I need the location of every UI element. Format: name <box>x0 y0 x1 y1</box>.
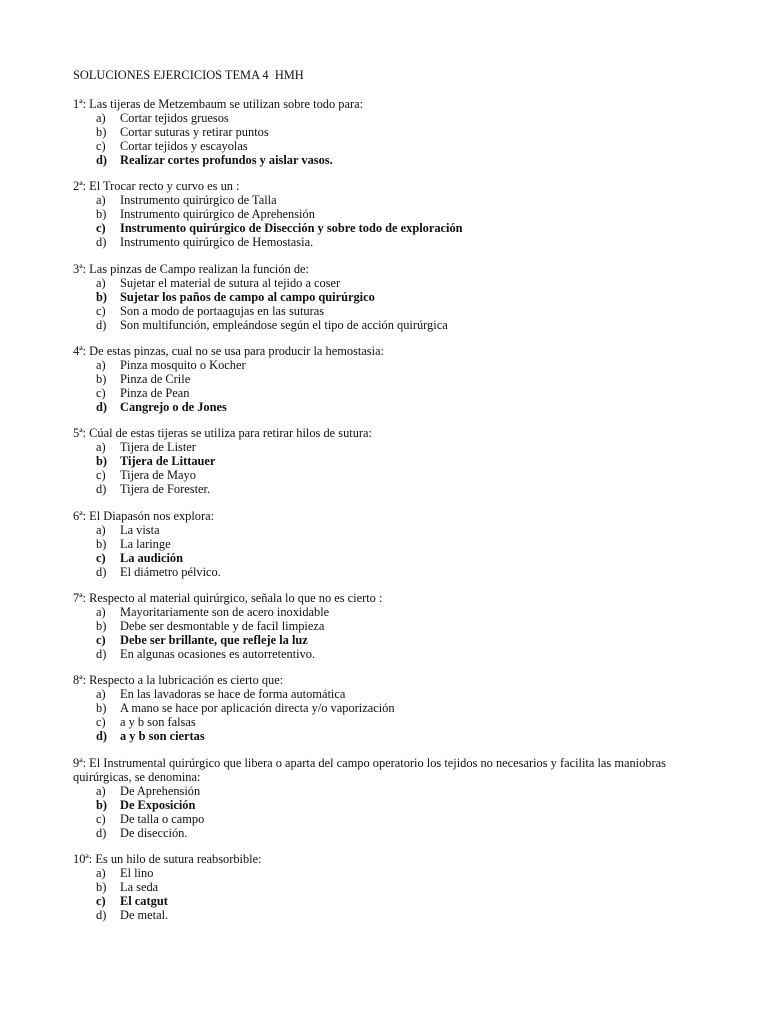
option-text: Cortar suturas y retirar puntos <box>120 125 269 139</box>
option-letter: a) <box>96 523 106 537</box>
question-text: 8ª: Respecto a la lubricación es cierto que: <box>73 673 284 687</box>
question-text: 5ª: Cúal de estas tijeras se utiliza para retirar hilos de sutura: <box>73 426 372 440</box>
option-letter: a) <box>96 866 106 880</box>
answer-option <box>73 111 703 125</box>
answer-option <box>73 523 703 537</box>
question-text: 2ª: El Trocar recto y curvo es un : <box>73 179 240 193</box>
option-letter: d) <box>96 235 107 249</box>
option-letter: d) <box>96 565 107 579</box>
correct-answer-option <box>73 290 703 304</box>
option-letter: a) <box>96 784 106 798</box>
option-letter: a) <box>96 276 106 290</box>
answer-option <box>73 468 703 482</box>
question-text: 1ª: Las tijeras de Metzembaum se utilizan sobre todo para: <box>73 97 364 111</box>
option-letter: a) <box>96 605 106 619</box>
answer-option <box>73 908 703 922</box>
answer-option <box>73 440 703 454</box>
correct-answer-option <box>73 729 703 743</box>
option-letter: b) <box>96 701 107 715</box>
option-text: De Exposición <box>120 798 196 812</box>
option-letter: d) <box>96 908 107 922</box>
option-text: Pinza mosquito o Kocher <box>120 358 246 372</box>
option-text: Debe ser desmontable y de facil limpieza <box>120 619 325 633</box>
option-letter: c) <box>96 812 106 826</box>
option-text: Cortar tejidos gruesos <box>120 111 229 125</box>
answer-option <box>73 372 703 386</box>
question-10 <box>73 852 703 922</box>
question-8 <box>73 673 703 743</box>
option-text: Son a modo de portaagujas en las suturas <box>120 304 325 318</box>
option-text: a y b son ciertas <box>120 729 205 743</box>
option-text: De disección. <box>120 826 188 840</box>
question-5 <box>73 426 703 496</box>
option-letter: a) <box>96 440 106 454</box>
option-text: La vista <box>120 523 160 537</box>
option-text: En algunas ocasiones es autorretentivo. <box>120 647 316 661</box>
option-text: Pinza de Crile <box>120 372 191 386</box>
option-text: La seda <box>120 880 159 894</box>
option-letter: c) <box>96 468 106 482</box>
answer-option <box>73 687 703 701</box>
option-letter: a) <box>96 111 106 125</box>
question-2 <box>73 179 703 249</box>
answer-option <box>73 812 703 826</box>
option-text: Sujetar los paños de campo al campo quirúrgico <box>120 290 375 304</box>
option-letter: b) <box>96 125 107 139</box>
option-letter: d) <box>96 826 107 840</box>
question-9 <box>73 756 703 840</box>
option-letter: b) <box>96 619 107 633</box>
correct-answer-option <box>73 798 703 812</box>
option-letter: c) <box>96 551 106 565</box>
option-letter: d) <box>96 153 108 167</box>
option-letter: c) <box>96 221 106 235</box>
option-text: El diámetro pélvico. <box>120 565 221 579</box>
option-letter: c) <box>96 633 106 647</box>
option-text: De metal. <box>120 908 169 922</box>
option-letter: d) <box>96 729 108 743</box>
option-text: a y b son falsas <box>120 715 196 729</box>
question-1 <box>73 97 703 167</box>
option-letter: b) <box>96 798 108 812</box>
option-letter: b) <box>96 880 107 894</box>
option-text: Cangrejo o de Jones <box>120 400 227 414</box>
answer-option <box>73 358 703 372</box>
option-text: Instrumento quirúrgico de Disección y sobre todo de exploración <box>120 221 463 235</box>
answer-option <box>73 482 703 496</box>
option-text: Tijera de Forester. <box>120 482 211 496</box>
answer-option <box>73 318 703 332</box>
option-text: Mayoritariamente son de acero inoxidable <box>120 605 330 619</box>
answer-option <box>73 537 703 551</box>
answer-option <box>73 647 703 661</box>
option-letter: a) <box>96 687 106 701</box>
option-letter: c) <box>96 894 106 908</box>
question-text: 3ª: Las pinzas de Campo realizan la función de: <box>73 262 310 276</box>
correct-answer-option <box>73 551 703 565</box>
correct-answer-option <box>73 400 703 414</box>
option-letter: b) <box>96 372 107 386</box>
answer-option <box>73 386 703 400</box>
option-text: El lino <box>120 866 154 880</box>
question-3 <box>73 262 703 332</box>
correct-answer-option <box>73 633 703 647</box>
question-text: 7ª: Respecto al material quirúrgico, señala lo que no es cierto : <box>73 591 383 605</box>
option-letter: b) <box>96 290 108 304</box>
option-letter: c) <box>96 304 106 318</box>
option-text: Cortar tejidos y escayolas <box>120 139 248 153</box>
answer-option <box>73 125 703 139</box>
option-letter: c) <box>96 139 106 153</box>
answer-option <box>73 193 703 207</box>
option-text: La audición <box>120 551 184 565</box>
option-text: Tijera de Lister <box>120 440 196 454</box>
option-text: Tijera de Mayo <box>120 468 196 482</box>
answer-option <box>73 866 703 880</box>
option-text: El catgut <box>120 894 168 908</box>
correct-answer-option <box>73 894 703 908</box>
answer-option <box>73 701 703 715</box>
option-text: Sujetar el material de sutura al tejido a coser <box>120 276 341 290</box>
answer-option <box>73 304 703 318</box>
document-title: SOLUCIONES EJERCICIOS TEMA 4 HMH <box>73 68 304 82</box>
question-text: 4ª: De estas pinzas, cual no se usa para producir la hemostasia: <box>73 344 385 358</box>
option-text: La laringe <box>120 537 171 551</box>
option-letter: d) <box>96 318 107 332</box>
option-text: Son multifunción, empleándose según el tipo de acción quirúrgica <box>120 318 448 332</box>
option-text: Tijera de Littauer <box>120 454 216 468</box>
question-7 <box>73 591 703 661</box>
option-text: Pinza de Pean <box>120 386 190 400</box>
option-text: Instrumento quirúrgico de Hemostasia. <box>120 235 314 249</box>
correct-answer-option <box>73 221 703 235</box>
answer-option <box>73 565 703 579</box>
answer-option <box>73 784 703 798</box>
question-text: 10ª: Es un hilo de sutura reabsorbible: <box>73 852 262 866</box>
option-text: De talla o campo <box>120 812 205 826</box>
option-text: Realizar cortes profundos y aislar vasos. <box>120 153 333 167</box>
option-letter: a) <box>96 193 106 207</box>
option-letter: d) <box>96 400 108 414</box>
correct-answer-option <box>73 454 703 468</box>
option-letter: b) <box>96 207 107 221</box>
option-text: Instrumento quirúrgico de Talla <box>120 193 277 207</box>
answer-option <box>73 880 703 894</box>
question-4 <box>73 344 703 414</box>
option-text: A mano se hace por aplicación directa y/o vaporización <box>120 701 395 715</box>
option-text: En las lavadoras se hace de forma automática <box>120 687 346 701</box>
answer-option <box>73 605 703 619</box>
option-text: De Aprehensión <box>120 784 201 798</box>
answer-option <box>73 235 703 249</box>
option-letter: d) <box>96 647 107 661</box>
answer-option <box>73 207 703 221</box>
option-letter: b) <box>96 537 107 551</box>
answer-option <box>73 715 703 729</box>
question-6 <box>73 509 703 579</box>
answer-option <box>73 619 703 633</box>
question-text: 6ª: El Diapasón nos explora: <box>73 509 215 523</box>
answer-option <box>73 139 703 153</box>
option-letter: d) <box>96 482 107 496</box>
option-letter: a) <box>96 358 106 372</box>
option-text: Debe ser brillante, que refleje la luz <box>120 633 308 647</box>
answer-option <box>73 276 703 290</box>
answer-option <box>73 826 703 840</box>
question-text: 9ª: El Instrumental quirúrgico que libera o aparta del campo operatorio los tejidos no necesarios y facilita las maniobras quirúrgicas, se denomina: <box>73 756 666 784</box>
option-letter: c) <box>96 386 106 400</box>
option-text: Instrumento quirúrgico de Aprehensión <box>120 207 315 221</box>
correct-answer-option <box>73 153 703 167</box>
option-letter: b) <box>96 454 108 468</box>
option-letter: c) <box>96 715 106 729</box>
